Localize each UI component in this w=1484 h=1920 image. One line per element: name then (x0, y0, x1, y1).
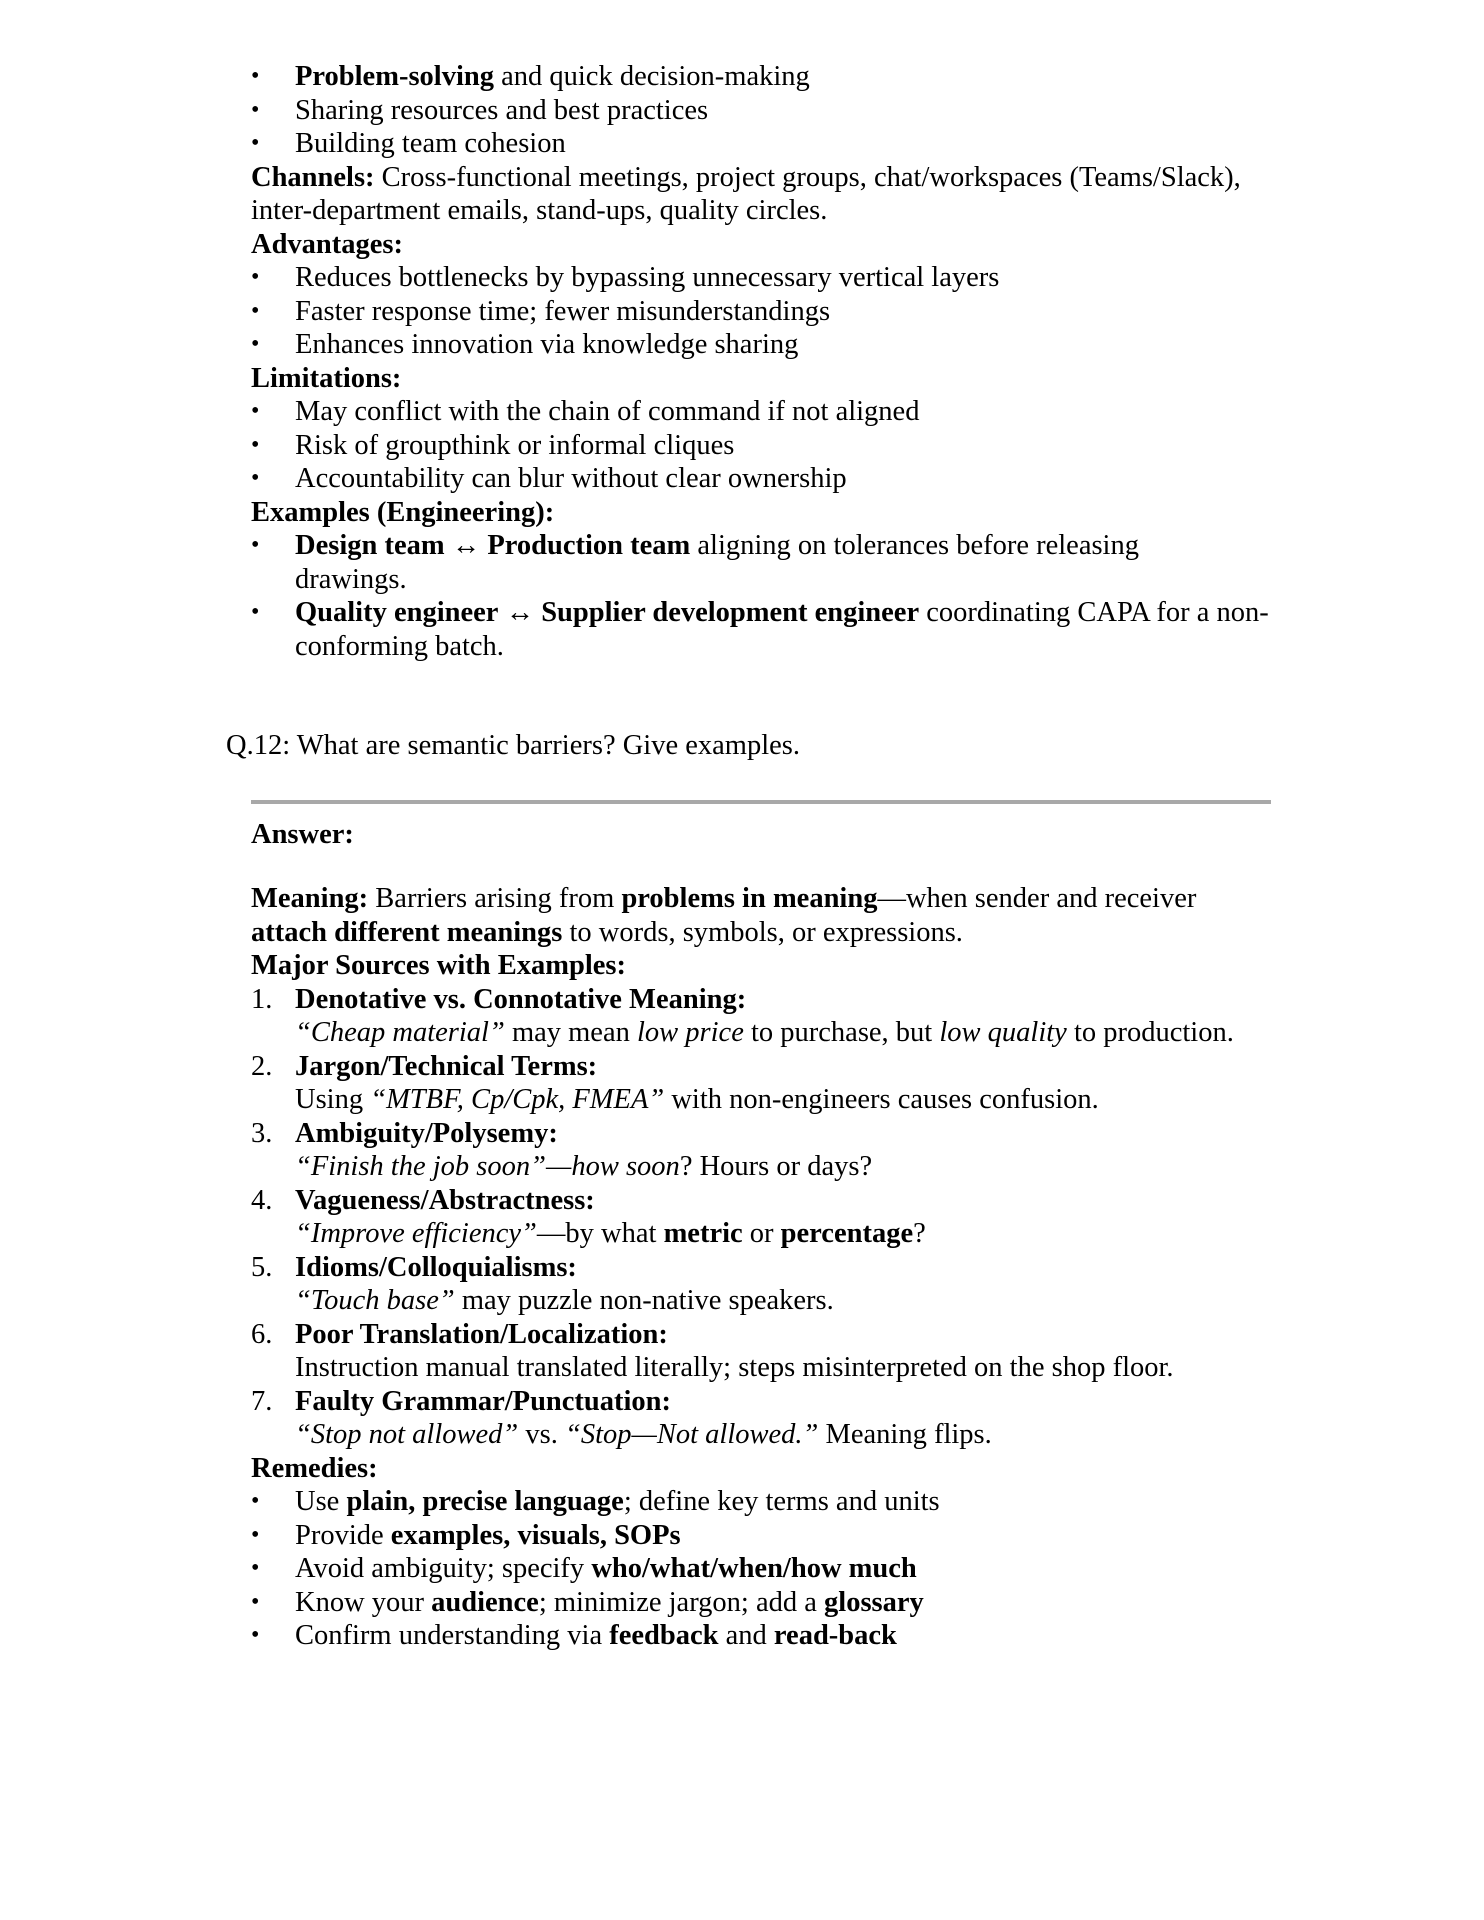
list-item: • Provide examples, visuals, SOPs (251, 1519, 1291, 1553)
list-item: • Faster response time; fewer misunderstandings (251, 295, 1291, 329)
source-item: 3. Ambiguity/Polysemy: (251, 1117, 558, 1149)
list-item: • Enhances innovation via knowledge sharing (251, 328, 1291, 362)
list-item: • Risk of groupthink or informal cliques (251, 429, 1291, 463)
question-heading: Q.12: What are semantic barriers? Give examples. (226, 730, 800, 761)
source-item: 6. Poor Translation/Localization: (251, 1318, 668, 1350)
source-example: Using “MTBF, Cp/Cpk, FMEA” with non-engineers causes confusion. (295, 1084, 1099, 1115)
examples-heading: Examples (Engineering): (251, 496, 555, 528)
list-item: • Use plain, precise language; define key terms and units (251, 1485, 1291, 1519)
source-example: “Touch base” may puzzle non-native speakers. (295, 1285, 834, 1316)
source-item: 7. Faulty Grammar/Punctuation: (251, 1385, 672, 1417)
source-example: “Cheap material” may mean low price to purchase, but low quality to production. (295, 1017, 1234, 1048)
remedies-heading: Remedies: (251, 1452, 378, 1484)
advantages-heading: Advantages: (251, 228, 404, 260)
list-item: • Problem-solving and quick decision-making (251, 60, 1291, 94)
sources-heading: Major Sources with Examples: (251, 950, 626, 981)
list-item: • May conflict with the chain of command if not aligned (251, 395, 1291, 429)
source-item: 2. Jargon/Technical Terms: (251, 1050, 598, 1082)
list-item: • Avoid ambiguity; specify who/what/when/how much (251, 1552, 1291, 1586)
divider (251, 800, 1271, 804)
list-item: • Quality engineer ↔ Supplier development engineer coordinating CAPA for a non-conforming batch. (251, 596, 1275, 663)
list-item: • Reduces bottlenecks by bypassing unnecessary vertical layers (251, 261, 1291, 295)
source-example: Instruction manual translated literally; steps misinterpreted on the shop floor. (295, 1352, 1174, 1383)
source-example: “Finish the job soon”—how soon? Hours or days? (295, 1151, 873, 1182)
list-item: • Sharing resources and best practices (251, 94, 1291, 128)
list-item: • Know your audience; minimize jargon; add a glossary (251, 1586, 1291, 1620)
source-item: 4. Vagueness/Abstractness: (251, 1184, 595, 1216)
source-example: “Improve efficiency”—by what metric or percentage? (295, 1218, 926, 1249)
top-section (251, 60, 1291, 663)
list-item: • Accountability can blur without clear ownership (251, 462, 1291, 496)
source-item: 1. Denotative vs. Connotative Meaning: (251, 983, 747, 1015)
answer-body (251, 882, 1291, 1653)
meaning-line-2: attach different meanings to words, symbols, or expressions. (251, 916, 963, 948)
list-item: • Building team cohesion (251, 127, 1291, 161)
source-example: “Stop not allowed” vs. “Stop—Not allowed.” Meaning flips. (295, 1419, 992, 1450)
limitations-heading: Limitations: (251, 362, 402, 394)
list-item: • Design team ↔ Production team aligning on tolerances before releasing drawings. (251, 529, 1195, 596)
meaning-line-1: Meaning: Barriers arising from problems in meaning—when sender and receiver (251, 883, 1197, 914)
source-item: 5. Idioms/Colloquialisms: (251, 1251, 577, 1283)
list-item: • Confirm understanding via feedback and read-back (251, 1619, 1291, 1653)
channels-paragraph: Channels: Cross-functional meetings, project groups, chat/workspaces (Teams/Slack), inter-department emails, stand-ups, quality circles. (251, 161, 1241, 226)
answer-label: Answer: (251, 819, 354, 850)
